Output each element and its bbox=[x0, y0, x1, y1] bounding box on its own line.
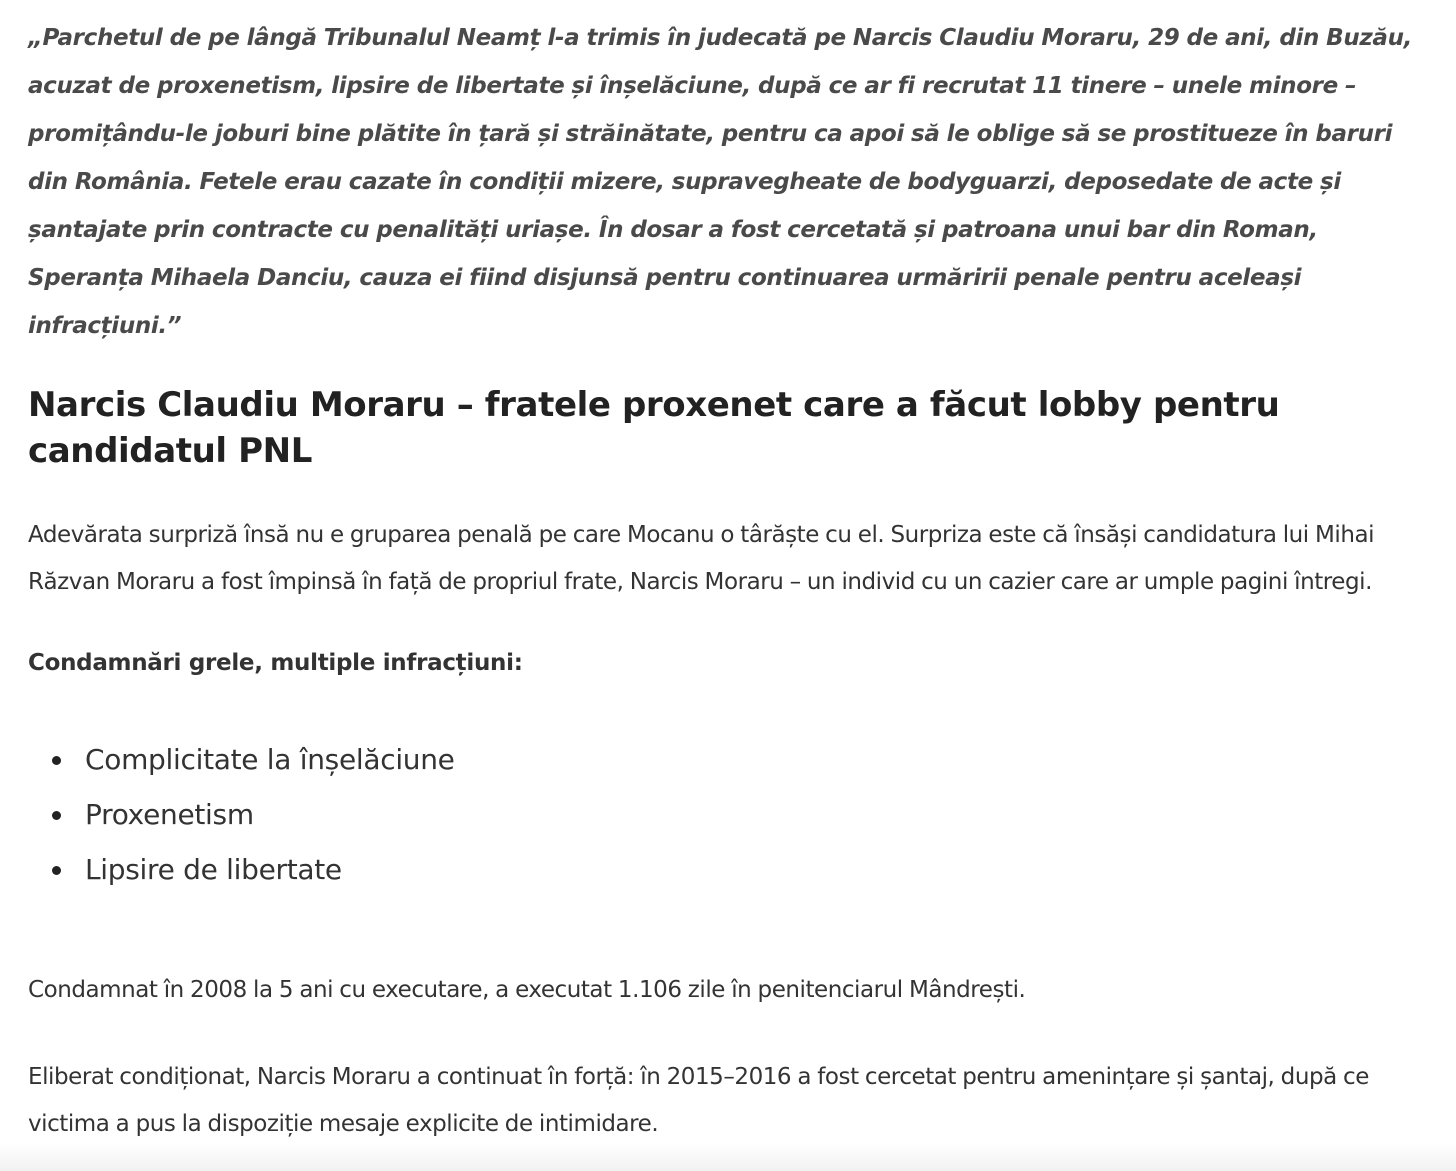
list-item bbox=[28, 842, 1428, 897]
paragraph-release: Eliberat condiționat, Narcis Moraru a continuat în forță: în 2015–2016 a fost cercetat pentru amenințare și șantaj, după ce victima a pus la dispoziție mesaje explicite de intimidare. bbox=[28, 1064, 1369, 1137]
convictions-subheading: Condamnări grele, multiple infracțiuni: bbox=[28, 650, 523, 676]
section-heading: Narcis Claudiu Moraru – fratele proxenet care a făcut lobby pentru candidatul PNL bbox=[28, 385, 1280, 471]
crimes-list bbox=[28, 732, 1428, 897]
list-item bbox=[28, 787, 1428, 842]
bullet-icon bbox=[52, 811, 61, 820]
bullet-icon bbox=[52, 866, 61, 875]
list-item-label: Complicitate la înșelăciune bbox=[85, 743, 455, 776]
list-item-label: Lipsire de libertate bbox=[85, 853, 342, 886]
paragraph-sentence: Condamnat în 2008 la 5 ani cu executare, a executat 1.106 zile în penitenciarul Mândrești. bbox=[28, 977, 1026, 1003]
bullet-icon bbox=[52, 756, 61, 765]
prosecutor-quote: „Parchetul de pe lângă Tribunalul Neamț l-a trimis în judecată pe Narcis Claudiu Moraru, 29 de ani, din Buzău, acuzat de proxenetism, lipsire de libertate și înșelăciune, după ce ar fi recrutat 11 tinere – unele minore – promițându-le joburi bine plătite în țară și străinătate, pentru ca apoi să le oblige să se prostitueze în baruri din România. Fetele erau cazate în condiții mizere, supravegheate de bodyguarzi, deposedate de acte și șantajate prin contracte cu penalități uriașe. În dosar a fost cercetată și patroana unui bar din Roman, Speranța Mihaela Danciu, cauza ei fiind disjunsă pentru continuarea urmăririi penale pentru aceleași infracțiuni.” bbox=[28, 25, 1412, 339]
article-body bbox=[28, 0, 1428, 1148]
list-item-label: Proxenetism bbox=[85, 798, 254, 831]
paragraph-intro: Adevărata surpriză însă nu e gruparea penală pe care Mocanu o târăște cu el. Surpriza este că însăși candidatura lui Mihai Răzvan Moraru a fost împinsă în față de propriul frate, Narcis Moraru – un individ cu un cazier care ar umple pagini întregi. bbox=[28, 522, 1375, 595]
list-item bbox=[28, 732, 1428, 787]
